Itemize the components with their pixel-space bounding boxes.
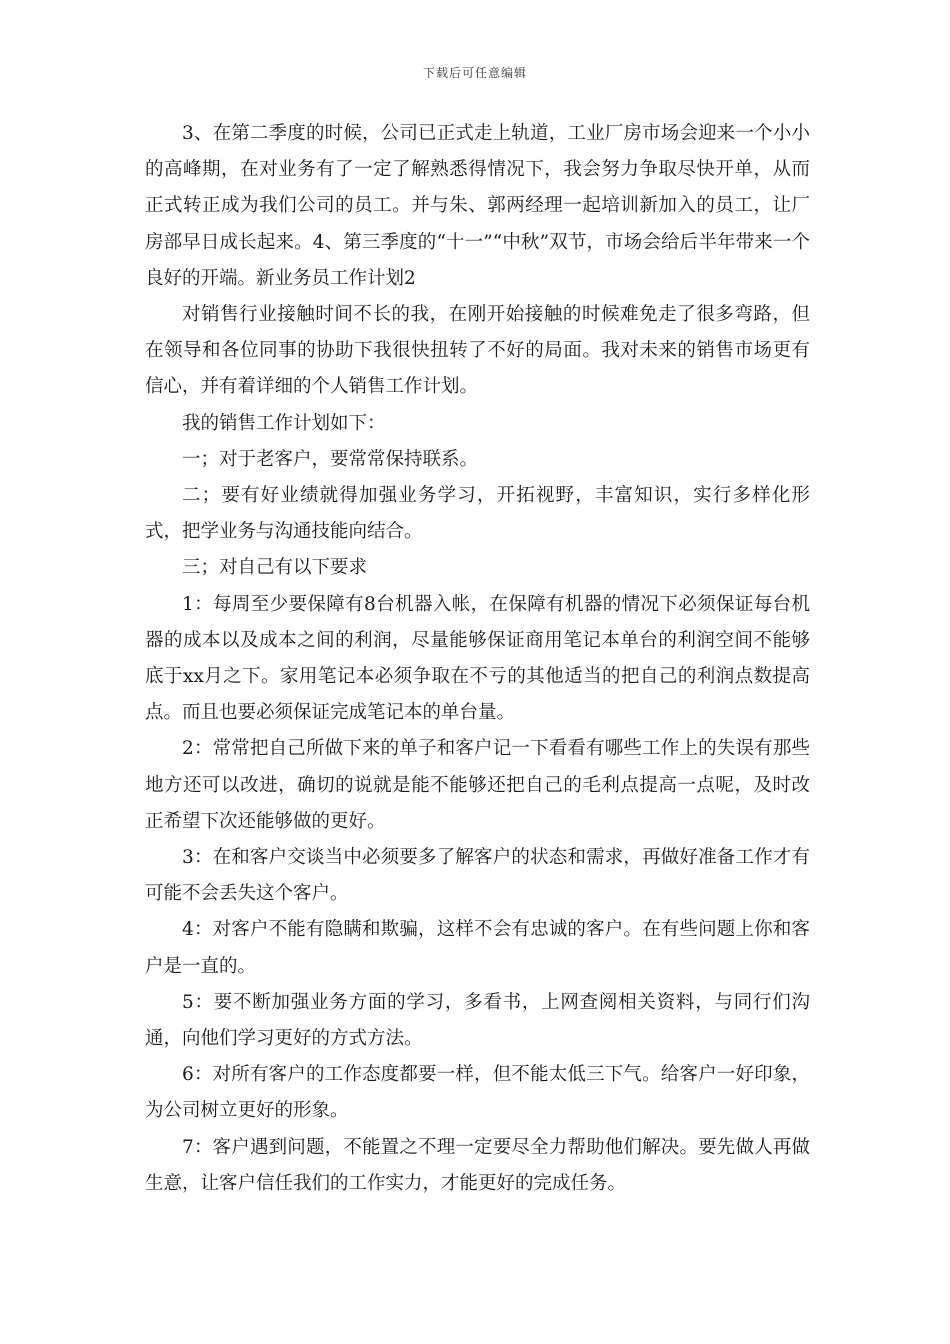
paragraph-8: 2：常常把自己所做下来的单子和客户记一下看看有哪些工作上的失误有那些地方还可以改进，确切的说就是能不能够还把自己的毛利点提高一点呢，及时改正希望下次还能够做的更好。 — [145, 738, 810, 832]
paragraph-7: 1：每周至少要保障有8台机器入帐，在保障有机器的情况下必须保证每台机器的成本以及成本之间的利润，尽量能够保证商用笔记本单台的利润空间不能够底于xx月之下。家用笔记本必须争取在不亏的其他适当的把自己的利润点数提高点。而且也要必须保证完成笔记本的单台量。 — [145, 593, 810, 724]
page-header: 下载后可任意编辑 — [422, 66, 527, 80]
paragraph-9: 3：在和客户交谈当中必须要多了解客户的状态和需求，再做好准备工作才有可能不会丢失这个客户。 — [145, 847, 810, 905]
paragraph-2: 对销售行业接触时间不长的我，在刚开始接触的时候难免走了很多弯路，但在领导和各位同事的协助下我很快扭转了不好的局面。我对未来的销售市场更有信心，并有着详细的个人销售工作计划。 — [145, 304, 810, 398]
paragraph-5: 二；要有好业绩就得加强业务学习，开拓视野，丰富知识，实行多样化形式，把学业务与沟通技能向结合。 — [145, 485, 810, 543]
paragraph-10: 4：对客户不能有隐瞒和欺骗，这样不会有忠诚的客户。在有些问题上你和客户是一直的。 — [145, 919, 810, 977]
paragraph-6: 三；对自己有以下要求 — [182, 557, 368, 579]
document-body — [145, 116, 810, 1202]
paragraph-4: 一；对于老客户，要常常保持联系。 — [182, 448, 479, 470]
paragraph-1: 3、在第二季度的时候，公司已正式走上轨道，工业厂房市场会迎来一个小小的高峰期，在对业务有了一定了解熟悉得情况下，我会努力争取尽快开单，从而正式转正成为我们公司的员工。并与朱、郭两经理一起培训新加入的员工，让厂房部早日成长起来。4、第三季度的“十一”“中秋”双节，市场会给后半年带来一个良好的开端。新业务员工作计划2 — [145, 123, 810, 289]
paragraph-12: 6：对所有客户的工作态度都要一样，但不能太低三下气。给客户一好印象，为公司树立更好的形象。 — [145, 1064, 810, 1122]
paragraph-3: 我的销售工作计划如下： — [182, 412, 386, 434]
paragraph-13: 7：客户遇到问题，不能置之不理一定要尽全力帮助他们解决。要先做人再做生意，让客户信任我们的工作实力，才能更好的完成任务。 — [145, 1136, 810, 1194]
paragraph-11: 5：要不断加强业务方面的学习，多看书，上网查阅相关资料，与同行们沟通，向他们学习更好的方式方法。 — [145, 991, 810, 1050]
